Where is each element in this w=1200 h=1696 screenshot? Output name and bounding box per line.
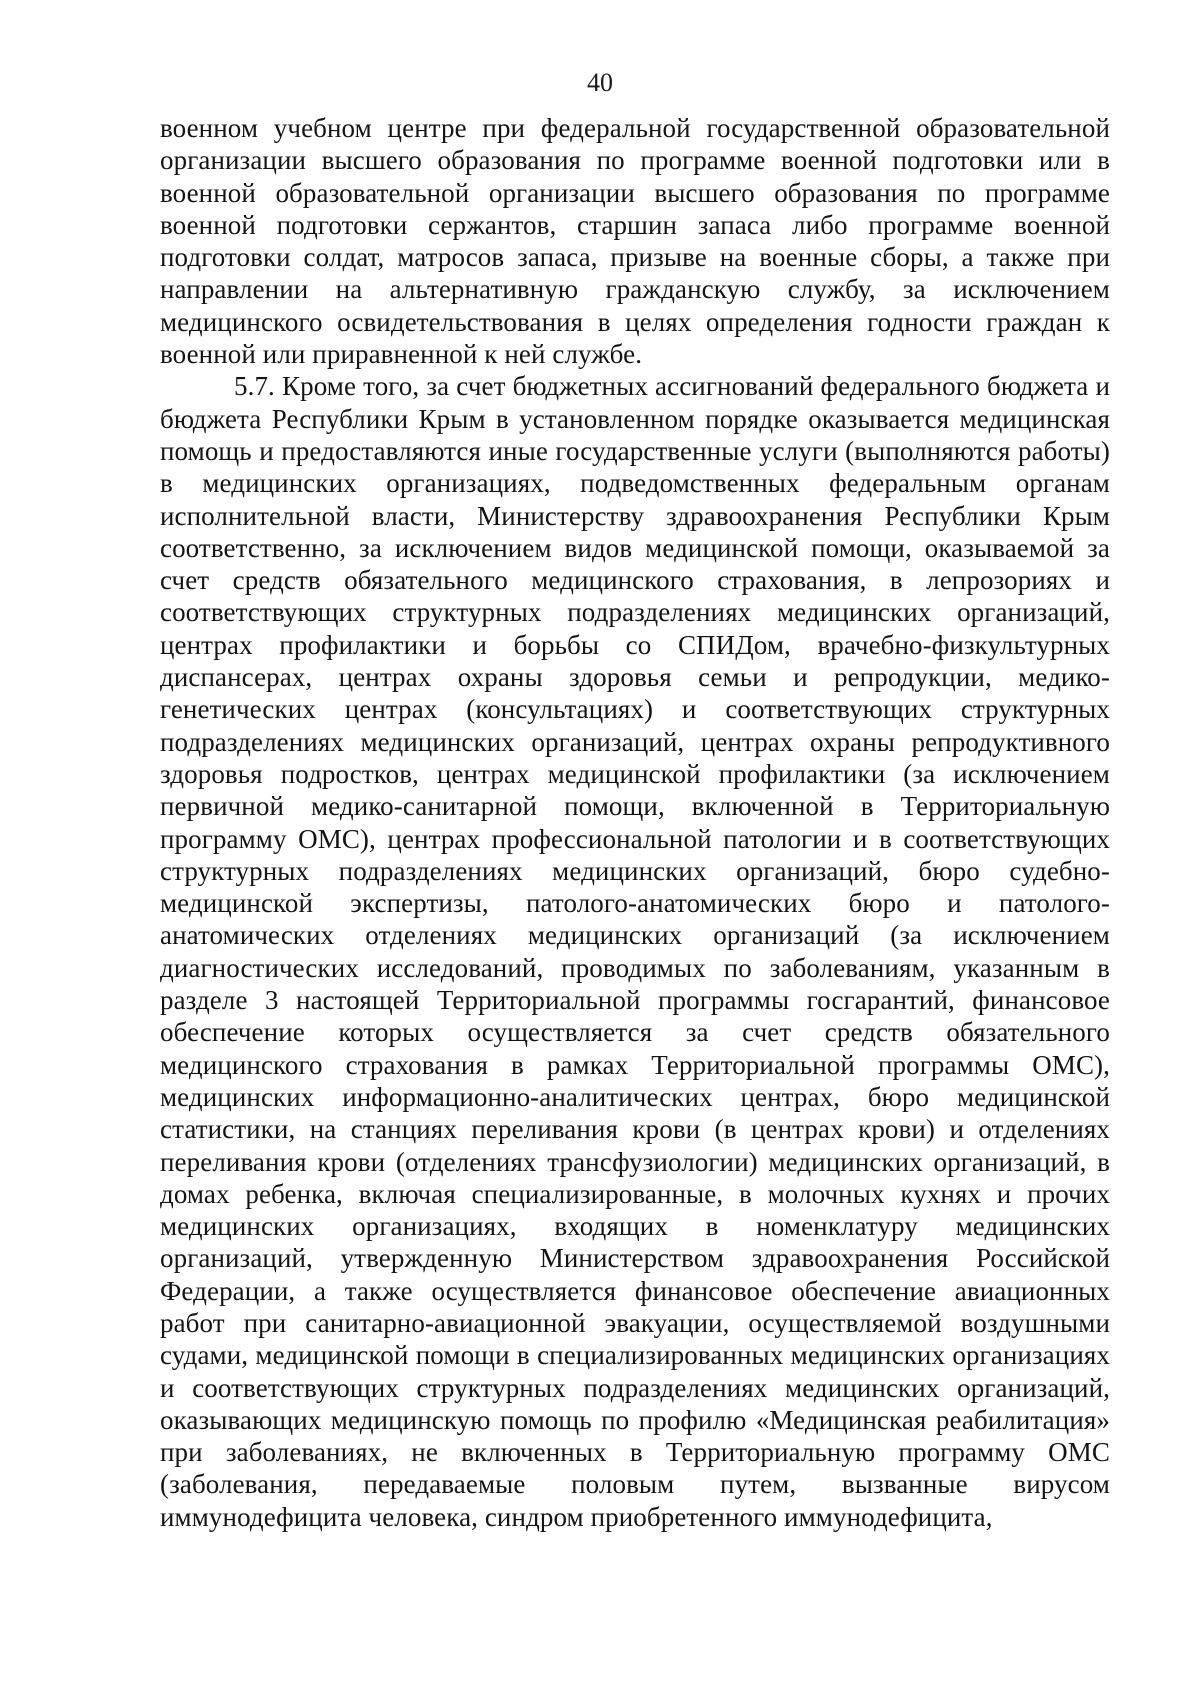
document-body xyxy=(160,112,1110,1533)
paragraph-continuation: военном учебном центре при федеральной государственной образовательной организации высшего образования по программе военной подготовки или в военной образовательной организации высшего образования по программе военной подготовки сержантов, старшин запаса либо программе военной подготовки солдат, матросов запаса, призыве на военные сборы, а также при направлении на альтернативную гражданскую службу, за исключением медицинского освидетельствования в целях определения годности граждан к военной или приравненной к ней службе. xyxy=(160,113,1110,370)
paragraph-section-5-7: 5.7. Кроме того, за счет бюджетных ассигнований федерального бюджета и бюджета Республики Крым в установленном порядке оказывается медицинская помощь и предоставляются иные государственные услуги (выполняются работы) в медицинских организациях, подведомственных федеральным органам исполнительной власти, Министерству здравоохранения Республики Крым соответственно, за исключением видов медицинской помощи, оказываемой за счет средств обязательного медицинского страхования, в лепрозориях и соответствующих структурных подразделениях медицинских организаций, центрах профилактики и борьбы со СПИДом, врачебно-физкультурных диспансерах, центрах охраны здоровья семьи и репродукции, медико-генетических центрах (консультациях) и соответствующих структурных подразделениях медицинских организаций, центрах охраны репродуктивного здоровья подростков, центрах медицинской профилактики (за исключением первичной медико-санитарной помощи, включенной в Территориальную программу ОМС), центрах профессиональной патологии и в соответствующих структурных подразделениях медицинских организаций, бюро судебно-медицинской экспертизы, патолого-анатомических бюро и патолого-анатомических отделениях медицинских организаций (за исключением диагностических исследований, проводимых по заболеваниям, указанным в разделе 3 настоящей Территориальной программы госгарантий, финансовое обеспечение которых осуществляется за счет средств обязательного медицинского страхования в рамках Территориальной программы ОМС), медицинских информационно-аналитических центрах, бюро медицинской статистики, на станциях переливания крови (в центрах крови) и отделениях переливания крови (отделениях трансфузиологии) медицинских организаций, в домах ребенка, включая специализированные, в молочных кухнях и прочих медицинских организациях, входящих в номенклатуру медицинских организаций, утвержденную Министерством здравоохранения Российской Федерации, а также осуществляется финансовое обеспечение авиационных работ при санитарно-авиационной эвакуации, осуществляемой воздушными судами, медицинской помощи в специализированных медицинских организациях и соответствующих структурных подразделениях медицинских организаций, оказывающих медицинскую помощь по профилю «Медицинская реабилитация» при заболеваниях, не включенных в Территориальную программу ОМС (заболевания, передаваемые половым путем, вызванные вирусом иммунодефицита человека, синдром приобретенного иммунодефицита, xyxy=(160,371,1110,1532)
page-number: 40 xyxy=(587,68,613,97)
